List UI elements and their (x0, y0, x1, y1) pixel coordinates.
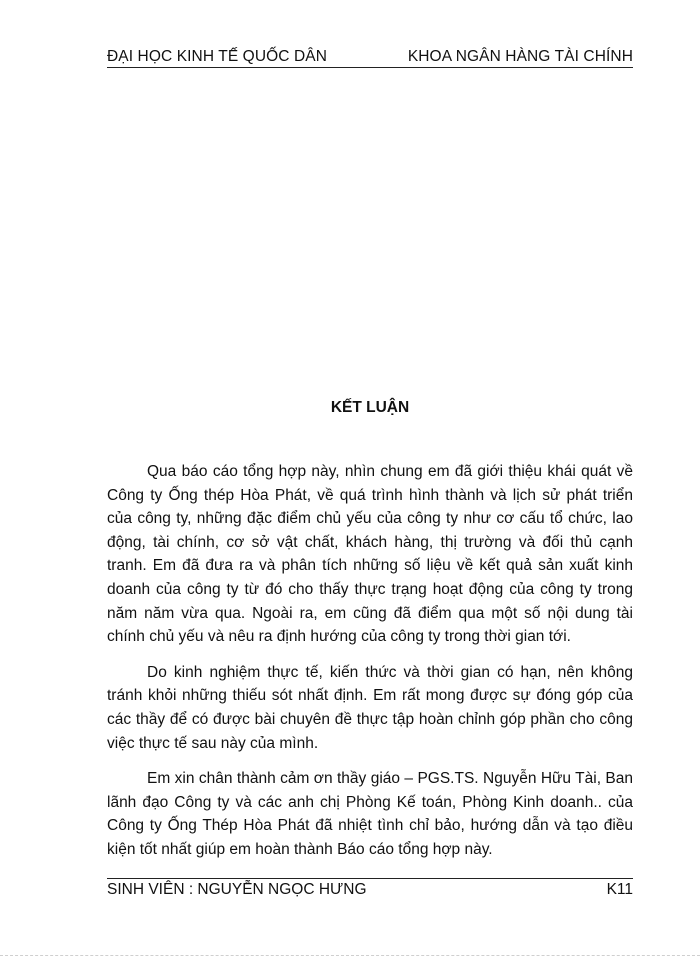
page-break-line (0, 955, 700, 956)
conclusion-body (107, 460, 633, 874)
footer-divider (107, 878, 633, 879)
paragraph-limitations: Do kinh nghiệm thực tế, kiến thức và thời gian có hạn, nên không tránh khỏi những thiếu sót nhất định. Em rất mong được sự đóng góp của các thầy để có được bài chuyên đề thực tập hoàn chỉnh góp phần cho công việc thực tế sau này của mình. (107, 663, 633, 752)
header-university: ĐẠI HỌC KINH TẾ QUỐC DÂN (107, 48, 327, 65)
footer-class: K11 (606, 881, 633, 898)
page-title: KẾT LUẬN (330, 399, 410, 416)
header-faculty: KHOA NGÂN HÀNG TÀI CHÍNH (407, 48, 633, 65)
header-divider (107, 67, 633, 68)
paragraph-summary: Qua báo cáo tổng hợp này, nhìn chung em đã giới thiệu khái quát về Công ty Ống thép Hòa Phát, về quá trình hình thành và lịch sử phát triển của công ty, những đặc điểm chủ yếu của công ty như cơ cấu tổ chức, lao động, tài chính, cơ sở vật chất, khách hàng, thị trường và đối thủ cạnh tranh. Em đã đưa ra và phân tích những số liệu về kết quả sản xuất kinh doanh của công ty từ đó cho thấy thực trạng hoạt động của công ty trong năm năm vừa qua. Ngoài ra, em cũng đã điểm qua một số nội dung tài chính chủ yếu và nêu ra định hướng của công ty trong thời gian tới. (107, 463, 633, 646)
paragraph-acknowledgements: Em xin chân thành cảm ơn thầy giáo – PGS.TS. Nguyễn Hữu Tài, Ban lãnh đạo Công ty và các anh chị Phòng Kế toán, Phòng Kinh doanh.. của Công ty Ống Thép Hòa Phát đã nhiệt tình chỉ bảo, hướng dẫn và tạo điều kiện tốt nhất giúp em hoàn thành Báo cáo tổng hợp này. (107, 770, 633, 858)
page-footer (107, 881, 633, 899)
footer-student: SINH VIÊN : NGUYỄN NGỌC HƯNG (107, 881, 367, 898)
page-header (107, 42, 633, 66)
